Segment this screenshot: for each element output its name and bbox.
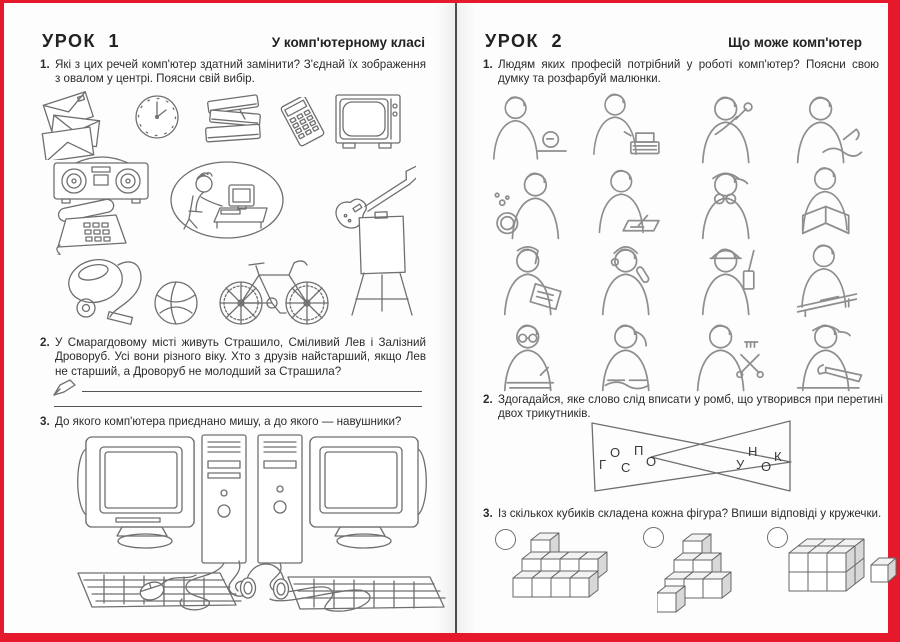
puzzle-letter: У (736, 457, 745, 472)
calculator-icon (274, 97, 332, 149)
task-text: До якого комп'ютера приєднано мишу, а до якого — навушники? (55, 415, 402, 428)
profession-builder-with-blueprint (779, 167, 875, 241)
cube-figure-2 (657, 525, 767, 617)
task-number: 3. (40, 415, 50, 428)
cube-figure-1 (505, 529, 645, 605)
task-number: 2. (483, 393, 493, 406)
task-text: Здогадайся, яке слово слід вписати у ромб, що утворився при перетині двох трикутників. (498, 393, 883, 421)
profession-hairdresser (679, 319, 775, 393)
profession-clerk-writing (579, 167, 675, 241)
vacuum-cleaner-icon (56, 245, 152, 327)
profession-tailor (779, 91, 875, 165)
books-icon (202, 92, 266, 148)
puzzle-letter: О (646, 454, 657, 469)
profession-cook-dishwasher (481, 167, 577, 241)
task-3 (483, 507, 883, 521)
task-text: Людям яких професій потрібний у роботі комп'ютер? Поясни свою думку та розфарбуй малюнки. (498, 58, 879, 86)
profession-telephone-operator (579, 243, 675, 317)
task-text: У Смарагдовому місті живуть Страшило, Сміливий Лев і Залізний Дроворуб. Усі вони різного віку. Хто з друзів найстарший, якщо Лев не старший, а Дроворуб не молодший за Страшила? (55, 336, 426, 378)
lesson-1-title: У комп'ютерному класі (271, 35, 425, 50)
book-edge-bottom (0, 633, 900, 642)
task-text: Із скількох кубиків складена кожна фігура? Впиши відповіді у кружечки. (498, 507, 882, 520)
child-at-computer-oval (168, 159, 286, 241)
task-3 (40, 415, 426, 429)
puzzle-letter: Н (748, 444, 758, 459)
profession-supervisor-with-clipboard (481, 243, 577, 317)
puzzle-letter: О (610, 445, 621, 460)
task-2 (40, 336, 426, 379)
puzzle-letter: К (774, 449, 782, 464)
puzzle-letter: П (634, 443, 644, 458)
bicycle-icon (214, 247, 336, 329)
task-text: Які з цих речей комп'ютер здатний замінити? З'єднай їх зображення з овалом у центрі. Поясни свій вибір. (55, 58, 426, 86)
profession-typist (579, 91, 675, 165)
lesson-2-title: Що може комп'ютер (728, 35, 862, 50)
tv-icon (334, 91, 404, 153)
easel-icon (344, 211, 420, 319)
clock-icon (134, 94, 180, 140)
pen-icon (52, 379, 78, 397)
profession-singer-with-microphone (679, 91, 775, 165)
ball-icon (152, 279, 200, 327)
two-computers-illustration (34, 431, 449, 621)
profession-soldier-with-radio (679, 243, 775, 317)
task-1 (483, 58, 879, 87)
answer-line (54, 406, 422, 407)
profession-dispatcher-on-phone (579, 319, 675, 393)
task-number: 1. (483, 58, 493, 71)
right-page (457, 3, 888, 633)
answer-line (82, 391, 422, 392)
profession-officer-with-binoculars (679, 167, 775, 241)
lesson-2-label: УРОК 2 (485, 31, 563, 51)
task-1 (40, 58, 426, 87)
profession-carpenter-sawing (779, 319, 875, 393)
left-page (4, 3, 455, 633)
puzzle-letter: С (621, 460, 631, 475)
cube-figure-3 (785, 529, 899, 601)
word-puzzle-figure (585, 417, 799, 497)
task-number: 3. (483, 507, 493, 520)
task-number: 2. (40, 336, 50, 349)
profession-accountant (481, 319, 577, 393)
puzzle-letter: О (761, 459, 772, 474)
letters-icon (40, 90, 108, 160)
lesson-1-label: УРОК 1 (42, 31, 120, 51)
puzzle-letter: Г (599, 457, 607, 472)
task-number: 1. (40, 58, 50, 71)
profession-doctor-with-patient (481, 91, 577, 165)
profession-draftsman (779, 243, 875, 317)
